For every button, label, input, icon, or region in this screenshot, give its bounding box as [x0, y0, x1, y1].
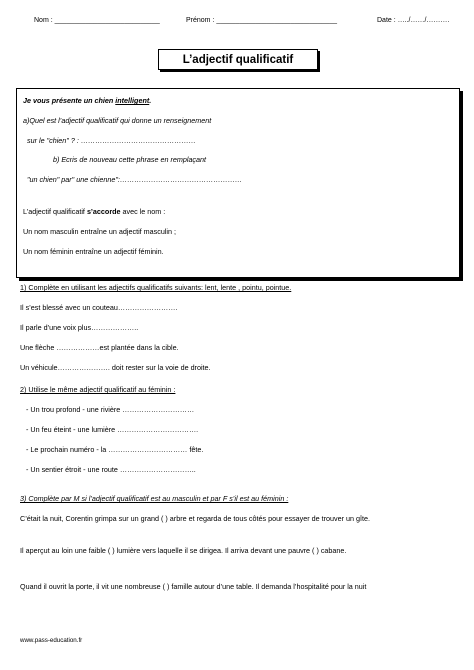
rule-feminine: Un nom féminin entraîne un adjectif féminin.	[23, 247, 164, 256]
question-a-line1: a)Quel est l’adjectif qualificatif qui donne un renseignement	[23, 116, 212, 125]
name-field: Nom : ___________________________	[34, 17, 160, 24]
rule-intro	[23, 208, 165, 217]
exercise-1-line: Il parle d’une voix plus………………..	[20, 323, 139, 332]
question-b-line2: "un chien" par" une chienne":……………………………………………	[27, 175, 243, 184]
exercise-2-title: 2) Utilise le même adjectif qualificatif au féminin :	[20, 385, 176, 394]
intro-lead-end: .	[149, 96, 152, 105]
exercise-2-line: - Un trou profond - une rivière …………………………	[26, 405, 195, 414]
firstname-field: Prénom : _______________________________	[186, 17, 338, 24]
exercise-2-line: - Un feu éteint - une lumière …………………………….	[26, 425, 199, 434]
exercise-2-line: - Un sentier étroit - une route …………………………..	[26, 465, 196, 474]
question-b-line1: b) Ecris de nouveau cette phrase en remplaçant	[53, 155, 207, 164]
exercise-1-line: Une flèche ………………est plantée dans la cible.	[20, 343, 179, 352]
rule-keyword: s’accorde	[86, 207, 121, 216]
date-field: Date : …../……/……….	[377, 17, 450, 24]
exercise-1-title: 1) Complète en utilisant les adjectifs qualificatifs suivants: lent, lente , pointu, pointue.	[20, 283, 292, 292]
exercise-3-title: 3) Complète par M si l’adjectif qualificatif est au masculin et par F s’il est au féminin :	[20, 494, 289, 503]
exercise-2-line: - Le prochain numéro - la …………………………… fête.	[26, 445, 204, 454]
intro-lead-text: Je vous présente un chien	[23, 96, 116, 105]
footer-url: www.pass-education.fr	[20, 637, 83, 644]
exercise-3-paragraph: Il aperçut au loin une faible ( ) lumière vers laquelle il se dirigea. Il arriva devant une pauvre ( ) cabane.	[20, 546, 347, 555]
rule-masculine: Un nom masculin entraîne un adjectif masculin ;	[23, 227, 177, 236]
intro-box	[16, 88, 460, 278]
intro-lead-keyword: intelligent	[115, 96, 150, 105]
rule-text: L’adjectif qualificatif	[23, 207, 87, 216]
exercise-3-paragraph: Quand il ouvrit la porte, il vit une nombreuse ( ) famille autour d’une table. Il demanda l’hospitalité pour la nuit	[20, 582, 367, 591]
rule-text-end: avec le nom :	[120, 207, 166, 216]
question-a-line2: sur le "chien" ? : …………………………………………	[27, 136, 196, 145]
exercise-3-paragraph: C’était la nuit, Corentin grimpa sur un grand ( ) arbre et regarda de tous côtés pour essayer de trouver un gîte.	[20, 514, 370, 523]
exercise-1-line: Un véhicule…………………. doit rester sur la voie de droite.	[20, 363, 211, 372]
exercise-1-line: Il s’est blessé avec un couteau…………………….	[20, 303, 178, 312]
page-title-box	[158, 49, 318, 70]
page-title: L’adjectif qualificatif	[182, 53, 294, 66]
intro-lead	[23, 97, 151, 106]
